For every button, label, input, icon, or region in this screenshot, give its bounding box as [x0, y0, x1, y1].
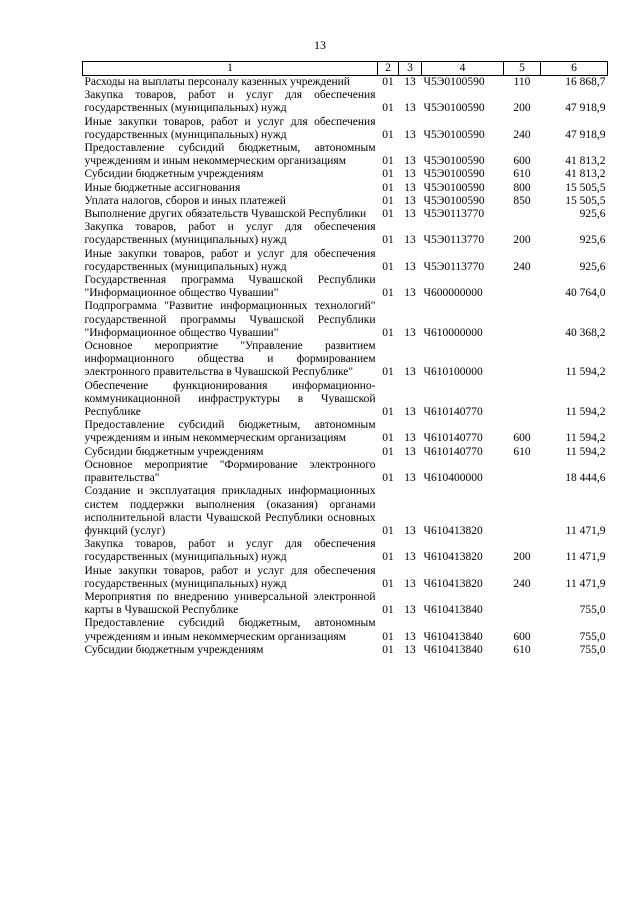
table-row [83, 182, 608, 195]
amount-value: 11 594,2 [565, 432, 606, 445]
table-row [83, 538, 608, 564]
table-row [83, 644, 608, 657]
section-code: 01 [382, 551, 394, 564]
subsection-code: 13 [404, 445, 416, 458]
target-item-code: Ч610413820 [423, 577, 483, 590]
target-item-code: Ч5Э0113770 [423, 234, 485, 247]
expense-type-code: 850 [513, 194, 531, 207]
expense-name: Предоставление субсидий бюджетным, автономным учреждениям и иным некоммерческим организациям [84, 142, 376, 168]
table-row [83, 485, 608, 538]
table-row [83, 221, 608, 247]
subsection-code: 13 [404, 326, 416, 339]
table-row [83, 459, 608, 485]
target-item-code: Ч5Э0100590 [423, 76, 485, 88]
amount-value: 925,6 [579, 208, 606, 221]
subsection-code: 13 [404, 604, 416, 617]
expense-name: Субсидии бюджетным учреждениям [84, 168, 264, 181]
expense-type-code: 200 [513, 234, 531, 247]
target-item-code: Ч610140770 [423, 445, 483, 458]
subsection-code: 13 [404, 76, 416, 88]
subsection-code: 13 [404, 432, 416, 445]
expense-name: Создание и эксплуатация прикладных информационных систем поддержки выполнения (оказания) органами исполнительной власти Чувашской Республики основных функций (услуг) [84, 485, 376, 537]
amount-value: 47 918,9 [565, 102, 606, 115]
section-code: 01 [382, 128, 394, 141]
expense-type-code [504, 485, 541, 538]
expense-type-code: 610 [513, 445, 531, 458]
section-code: 01 [382, 181, 394, 194]
table-row [83, 419, 608, 445]
expense-type-code: 200 [513, 102, 531, 115]
amount-value: 11 471,9 [565, 577, 606, 590]
expense-type-code: 610 [513, 643, 531, 656]
subsection-code: 13 [404, 287, 416, 300]
section-code: 01 [382, 102, 394, 115]
subsection-code: 13 [404, 524, 416, 537]
section-code: 01 [382, 234, 394, 247]
subsection-code: 13 [404, 128, 416, 141]
expense-name: Обеспечение функционирования информационно-коммуникационной инфраструктуры в Чувашской Республике [84, 379, 376, 419]
amount-value: 11 594,2 [565, 445, 606, 458]
section-code: 01 [382, 406, 394, 419]
expense-name: Субсидии бюджетным учреждениям [84, 643, 264, 656]
subsection-code: 13 [404, 406, 416, 419]
section-code: 01 [382, 577, 394, 590]
target-item-code: Ч5Э0100590 [423, 155, 485, 168]
amount-value: 15 505,5 [565, 181, 606, 194]
target-item-code: Ч610413840 [423, 604, 483, 617]
header-col-1: 1 [83, 62, 378, 76]
section-code: 01 [382, 155, 394, 168]
subsection-code: 13 [404, 102, 416, 115]
target-item-code: Ч5Э0100590 [423, 168, 485, 181]
expense-name: Государственная программа Чувашской Республики "Информационное общество Чувашии" [84, 274, 376, 300]
amount-value: 755,0 [579, 643, 606, 656]
expense-name: Закупка товаров, работ и услуг для обеспечения государственных (муниципальных) нужд [84, 538, 376, 564]
section-code: 01 [382, 326, 394, 339]
expense-name: Иные бюджетные ассигнования [84, 181, 241, 194]
section-code: 01 [382, 432, 394, 445]
subsection-code: 13 [404, 260, 416, 273]
expense-type-code: 240 [513, 128, 531, 141]
target-item-code: Ч610140770 [423, 432, 483, 445]
section-code: 01 [382, 366, 394, 379]
expense-type-code: 240 [513, 260, 531, 273]
expense-name: Иные закупки товаров, работ и услуг для обеспечения государственных (муниципальных) нужд [84, 247, 376, 273]
expense-type-code: 110 [513, 76, 531, 88]
target-item-code: Ч610140770 [423, 406, 483, 419]
target-item-code: Ч610100000 [423, 366, 483, 379]
table-row [83, 591, 608, 617]
expense-name: Выполнение других обязательств Чувашской Республики [84, 208, 367, 221]
expense-name: Мероприятия по внедрению универсальной электронной карты в Чувашской Республике [84, 590, 376, 617]
subsection-code: 13 [404, 208, 416, 221]
table-row [83, 300, 608, 340]
amount-value: 11 471,9 [565, 524, 606, 537]
expense-name: Основное мероприятие "Формирование электронного правительства" [84, 458, 376, 485]
target-item-code: Ч5Э0100590 [423, 181, 485, 194]
target-item-code: Ч610400000 [423, 472, 483, 485]
subsection-code: 13 [404, 155, 416, 168]
expense-type-code [504, 380, 541, 420]
table-row [83, 142, 608, 168]
amount-value: 40 764,0 [565, 287, 606, 300]
table-row [83, 617, 608, 643]
section-code: 01 [382, 445, 394, 458]
expense-name: Иные закупки товаров, работ и услуг для обеспечения государственных (муниципальных) нужд [84, 564, 376, 590]
section-code: 01 [382, 194, 394, 207]
expense-name: Уплата налогов, сборов и иных платежей [84, 194, 286, 207]
header-row [83, 62, 608, 76]
target-item-code: Ч610413840 [423, 630, 483, 643]
expense-type-code: 800 [513, 181, 531, 194]
header-col-2: 2 [378, 62, 399, 76]
section-code: 01 [382, 630, 394, 643]
subsection-code: 13 [404, 577, 416, 590]
expense-type-code [504, 459, 541, 485]
budget-table [82, 61, 608, 657]
section-code: 01 [382, 472, 394, 485]
table-row [83, 208, 608, 221]
subsection-code: 13 [404, 551, 416, 564]
expense-type-code: 600 [513, 630, 531, 643]
header-col-3: 3 [399, 62, 422, 76]
amount-value: 11 594,2 [565, 406, 606, 419]
expense-name: Предоставление субсидий бюджетным, автономным учреждениям и иным некоммерческим организациям [84, 617, 376, 643]
expense-name: Подпрограмма "Развитие информационных технологий" государственной программы Чувашской Республики "Информационное общество Чувашии" [84, 300, 376, 339]
section-code: 01 [382, 287, 394, 300]
table-row [83, 340, 608, 380]
expense-name: Основное мероприятие "Управление развитием информационного общества и формированием электронного правительства в Чувашской Республике" [84, 340, 376, 379]
table-row [83, 116, 608, 142]
table-row [83, 274, 608, 300]
subsection-code: 13 [404, 366, 416, 379]
subsection-code: 13 [404, 194, 416, 207]
expense-name: Расходы на выплаты персоналу казенных учреждений [84, 76, 350, 88]
target-item-code: Ч5Э0100590 [423, 128, 485, 141]
amount-value: 40 368,2 [565, 326, 606, 339]
table-row [83, 89, 608, 115]
amount-value: 41 813,2 [565, 168, 606, 181]
amount-value: 15 505,5 [565, 194, 606, 207]
section-code: 01 [382, 524, 394, 537]
subsection-code: 13 [404, 168, 416, 181]
table-row [83, 565, 608, 591]
page-number: 13 [314, 38, 326, 52]
expense-type-code: 600 [513, 155, 531, 168]
amount-value: 755,0 [579, 604, 606, 617]
subsection-code: 13 [404, 234, 416, 247]
target-item-code: Ч610413840 [423, 643, 483, 656]
table-header [83, 62, 608, 76]
expense-type-code: 240 [513, 577, 531, 590]
table-row [83, 248, 608, 274]
amount-value: 11 471,9 [565, 551, 606, 564]
expense-type-code [504, 591, 541, 617]
amount-value: 18 444,6 [565, 472, 606, 485]
table-row [83, 76, 608, 90]
expense-type-code: 600 [513, 432, 531, 445]
section-code: 01 [382, 76, 394, 88]
section-code: 01 [382, 643, 394, 656]
target-item-code: Ч5Э0113770 [423, 260, 485, 273]
amount-value: 47 918,9 [565, 128, 606, 141]
table-row [83, 195, 608, 208]
amount-value: 16 868,7 [565, 76, 606, 88]
header-col-6: 6 [541, 62, 608, 76]
expense-type-code [504, 300, 541, 340]
amount-value: 41 813,2 [565, 155, 606, 168]
header-col-5: 5 [504, 62, 541, 76]
amount-value: 11 594,2 [565, 366, 606, 379]
target-item-code: Ч5Э0100590 [423, 194, 485, 207]
expense-type-code: 610 [513, 168, 531, 181]
expense-type-code [504, 340, 541, 380]
table-row [83, 446, 608, 459]
table-row [83, 380, 608, 420]
target-item-code: Ч600000000 [423, 287, 483, 300]
amount-value: 925,6 [579, 260, 606, 273]
subsection-code: 13 [404, 630, 416, 643]
expense-name: Субсидии бюджетным учреждениям [84, 445, 264, 458]
section-code: 01 [382, 260, 394, 273]
expense-type-code [504, 208, 541, 221]
header-col-4: 4 [422, 62, 504, 76]
subsection-code: 13 [404, 643, 416, 656]
expense-name: Предоставление субсидий бюджетным, автономным учреждениям и иным некоммерческим организациям [84, 419, 376, 445]
target-item-code: Ч610000000 [423, 326, 483, 339]
section-code: 01 [382, 604, 394, 617]
target-item-code: Ч610413820 [423, 524, 483, 537]
expense-name: Иные закупки товаров, работ и услуг для обеспечения государственных (муниципальных) нужд [84, 115, 376, 141]
section-code: 01 [382, 168, 394, 181]
expense-type-code: 200 [513, 551, 531, 564]
expense-type-code [504, 274, 541, 300]
table-body [83, 76, 608, 657]
subsection-code: 13 [404, 181, 416, 194]
table-row [83, 168, 608, 181]
target-item-code: Ч5Э0100590 [423, 102, 485, 115]
expense-name: Закупка товаров, работ и услуг для обеспечения государственных (муниципальных) нужд [84, 89, 376, 115]
amount-value: 755,0 [579, 630, 606, 643]
target-item-code: Ч610413820 [423, 551, 483, 564]
subsection-code: 13 [404, 472, 416, 485]
expense-name: Закупка товаров, работ и услуг для обеспечения государственных (муниципальных) нужд [84, 221, 376, 247]
target-item-code: Ч5Э0113770 [423, 208, 485, 221]
section-code: 01 [382, 208, 394, 221]
amount-value: 925,6 [579, 234, 606, 247]
